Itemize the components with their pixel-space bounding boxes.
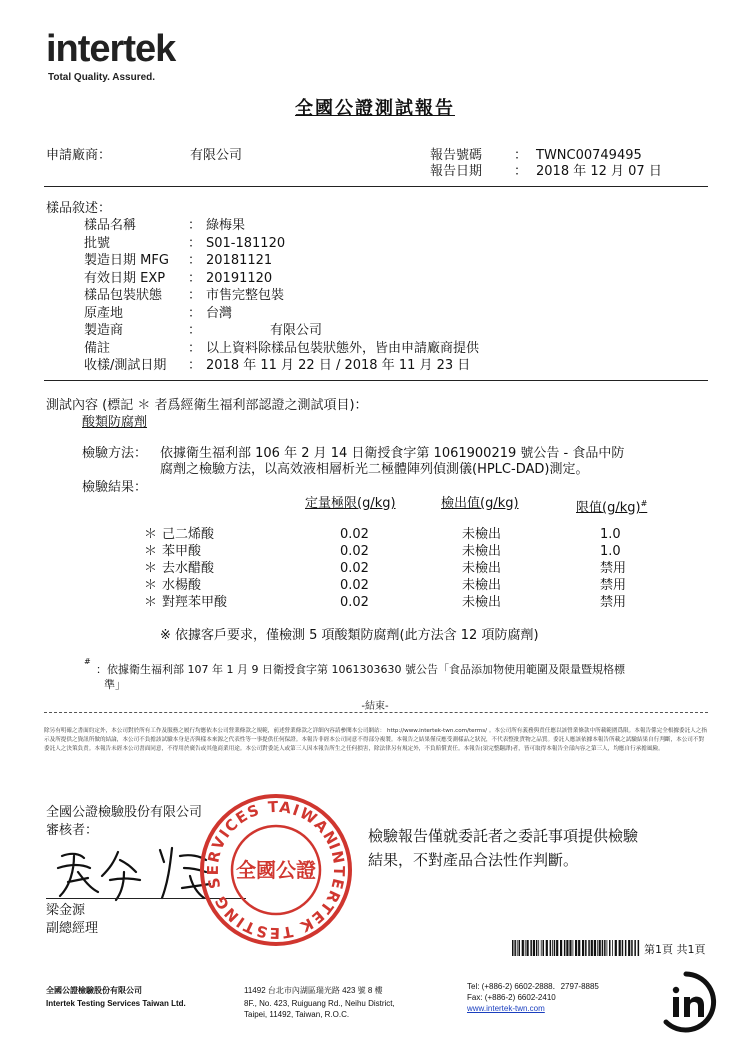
certified-mark: ＊	[144, 561, 158, 576]
signer-name: 梁金源	[46, 903, 86, 918]
barcode-bar	[631, 940, 633, 956]
sample-field-colon: ：	[188, 358, 202, 373]
barcode-bar	[615, 940, 617, 956]
report-date-value: 2018 年 12 月 07 日	[536, 164, 662, 179]
sample-field-colon: ：	[188, 270, 202, 286]
certified-mark: ＊	[144, 595, 158, 610]
report-date-colon: ：	[514, 164, 528, 179]
barcode-bar	[599, 940, 601, 956]
barcode-bar	[527, 940, 529, 956]
regulatory-limit-value: 禁用	[600, 561, 627, 576]
barcode-bar	[634, 940, 636, 956]
sample-field-label: 原產地	[84, 305, 124, 321]
sample-field-label: 製造日期 MFG	[84, 253, 169, 268]
sample-field-label: 有效日期 EXP	[84, 270, 166, 286]
notice-line-2: 結果，不對產品合法性作判斷。	[368, 851, 579, 869]
barcode-bar	[612, 940, 613, 956]
header-max-mark: #	[640, 499, 648, 508]
header-limit: 定量極限(g/kg)	[305, 496, 396, 511]
footer-fax: Fax: (+886-2) 6602-2410	[467, 993, 556, 1002]
notice-line-1: 檢驗報告僅就委託者之委託事項提供檢驗	[368, 827, 639, 845]
quant-limit-value: 0.02	[340, 595, 369, 610]
barcode-bar	[591, 940, 593, 956]
barcode-bar	[573, 940, 574, 956]
test-category: 酸類防腐劑	[82, 415, 148, 430]
detected-value: 未檢出	[462, 595, 502, 610]
analyte-name: 苯甲酸	[162, 544, 202, 559]
barcode-bar	[625, 940, 627, 956]
sample-field-value: 2018 年 11 月 22 日 / 2018 年 11 月 23 日	[206, 358, 471, 373]
barcode-bar	[514, 940, 516, 956]
barcode-bar	[609, 940, 611, 956]
barcode-bar	[607, 940, 608, 956]
sample-field-colon: ：	[188, 288, 202, 303]
barcode-bar	[554, 940, 556, 956]
header-max: 限值(g/kg)#	[576, 499, 648, 516]
sample-field-label: 樣品包裝狀態	[84, 288, 163, 303]
barcode-bar	[530, 940, 532, 956]
footer-company-zh: 全國公證檢驗股份有限公司	[46, 986, 142, 995]
barcode-bar	[622, 940, 624, 956]
analyte-name: 對羥苯甲酸	[162, 595, 228, 610]
quant-limit-value: 0.02	[340, 561, 369, 576]
method-label: 檢驗方法：	[82, 446, 148, 461]
sample-field-label: 收樣/測試日期	[84, 358, 167, 373]
certified-mark: ＊	[144, 578, 158, 593]
signer-title: 副總經理	[46, 921, 99, 936]
applicant-label: 申請廠商：	[46, 148, 112, 163]
certified-mark: ＊	[144, 544, 158, 559]
certified-mark: ＊	[144, 527, 158, 542]
sample-field-value: 綠梅果	[206, 218, 246, 233]
test-note: ※ 依據客戶要求，僅檢測 5 項酸類防腐劑(此方法含 12 項防腐劑)	[160, 628, 539, 643]
sample-field-value: 20181121	[206, 253, 273, 268]
barcode-bar	[525, 940, 526, 956]
divider	[44, 712, 708, 713]
barcode-bar	[604, 940, 606, 956]
page-indicator: 第1頁 共1頁	[644, 943, 706, 956]
regulatory-limit-value: 禁用	[600, 595, 627, 610]
sample-field-colon: ：	[188, 340, 202, 356]
barcode-bar	[517, 940, 518, 956]
footnote-line-2: 準」	[104, 678, 126, 691]
method-line-1: 依據衛生福利部 106 年 2 月 14 日衛授食字第 1061900219 號公告 - 食品中防	[160, 446, 625, 461]
footnote-line-1: ：依據衛生福利部 107 年 1 月 9 日衛授食字第 1061303630 號公告「食品添加物使用範圍及限量暨規格標	[96, 663, 625, 676]
barcode-bar	[522, 940, 524, 956]
sample-field-colon: ：	[188, 218, 202, 233]
company-seal-stamp	[196, 790, 356, 950]
barcode-bar	[519, 940, 521, 956]
sample-field-value: 市售完整包裝	[206, 288, 285, 303]
quant-limit-value: 0.02	[340, 578, 369, 593]
footer-website-link[interactable]: www.intertek-twn.com	[467, 1004, 545, 1013]
sample-field-value: S01-181120	[206, 235, 286, 251]
footer-address-zh: 11492 台北市內湖區瑞光路 423 號 8 樓	[244, 986, 383, 995]
header-detected: 檢出值(g/kg)	[441, 496, 519, 511]
sample-field-value: 以上資料除樣品包裝狀態外，皆由申請廠商提供	[206, 340, 480, 356]
reviewer-label: 審核者：	[46, 823, 99, 838]
barcode-bar	[560, 940, 562, 956]
report-no-colon: ：	[514, 148, 528, 163]
logo-tagline: Total Quality. Assured.	[48, 72, 156, 83]
method-line-2: 腐劑之檢驗方法，以高效液相層析光二極體陣列偵測儀(HPLC-DAD)測定。	[160, 462, 589, 477]
footer-tel: Tel: (+886-2) 6602-2888．2797-8885	[467, 982, 599, 991]
barcode-bar	[533, 940, 535, 956]
barcode-bar	[566, 940, 568, 956]
detected-value: 未檢出	[462, 561, 502, 576]
quant-limit-value: 0.02	[340, 544, 369, 559]
barcode-bar	[552, 940, 553, 956]
barcode-bar	[619, 940, 621, 956]
barcode	[512, 940, 640, 956]
sample-field-label: 樣品名稱	[84, 218, 137, 233]
footer-company-en: Intertek Testing Services Taiwan Ltd.	[46, 999, 186, 1008]
barcode-bar	[594, 940, 596, 956]
barcode-bar	[536, 940, 538, 956]
sample-field-label: 批號	[84, 235, 111, 251]
barcode-bar	[582, 940, 584, 956]
barcode-bar	[588, 940, 590, 956]
analyte-name: 己二烯酸	[162, 527, 215, 542]
disclaimer-text: 除另有明確之書面約定外，本公司對於所有工作及服務之履行均應依本公司營業條款之規範，前述營業條款之詳細內容請參閱本公司網站： http://www.intertek-twn.com/terms/ 。本公司所有義務與責任應以該營業條款中所載範圍爲限。本報告係完全根據委託人之指示及所提供之資訊所做的結論，本公司不負擔該試驗本身是否與樣本來源之代表性等一事提供任何保證。本報告非經本公司同意不得部分複製。本報告之結果僅反應受測樣品之狀況，不代表整批貨物之品質。委託人應該依據本報告所載之試驗結果自行判斷，本公司不對委託人之決策負責。本報告未經本公司書面同意，不得用於廣告或其他商業用途。本公司對委託人或第三人因本報告所生之任何損害，除法律另有規定外，不負賠償責任。本報告(須完整翻譯)者，皆可取得本報告全部內容之第三人，均應自行承擔風險。	[44, 728, 707, 752]
barcode-bar	[556, 940, 558, 956]
barcode-bar	[543, 940, 545, 956]
regulatory-limit-value: 禁用	[600, 578, 627, 593]
end-marker: -結束-	[361, 701, 389, 712]
svg-text:全國公證: 全國公證	[236, 858, 316, 882]
barcode-bar	[538, 940, 539, 956]
footer-address-en-1: 8F., No. 423, Ruiguang Rd., Neihu District,	[244, 999, 395, 1008]
report-date-label: 報告日期	[430, 164, 483, 179]
sample-field-label: 製造商	[84, 323, 124, 338]
report-no-label: 報告號碼	[430, 148, 483, 163]
sample-field-colon: ：	[188, 323, 202, 338]
barcode-bar	[597, 940, 598, 956]
footer-address-en-2: Taipei, 11492, Taiwan, R.O.C.	[244, 1010, 350, 1019]
barcode-bar	[578, 940, 580, 956]
analyte-name: 水楊酸	[162, 578, 202, 593]
barcode-bar	[575, 940, 577, 956]
intertek-in-logo	[654, 970, 718, 1034]
barcode-bar	[541, 940, 542, 956]
regulatory-limit-value: 1.0	[600, 527, 621, 542]
barcode-bar	[638, 940, 640, 956]
sample-field-colon: ：	[188, 253, 202, 268]
sample-field-value: 有限公司	[270, 323, 323, 338]
result-label: 檢驗結果：	[82, 480, 148, 495]
detected-value: 未檢出	[462, 578, 502, 593]
detected-value: 未檢出	[462, 544, 502, 559]
divider	[44, 186, 708, 187]
sample-heading: 樣品敘述：	[46, 201, 112, 216]
divider	[44, 380, 708, 381]
barcode-bar	[602, 940, 604, 956]
report-no-value: TWNC00749495	[536, 148, 642, 163]
barcode-bar	[628, 940, 630, 956]
sample-field-colon: ：	[188, 305, 202, 321]
analyte-name: 去水醋酸	[162, 561, 215, 576]
stamp-ring-text: INTERTEK TESTING SERVICES TAIWAN	[203, 797, 349, 943]
intertek-logo: intertek	[46, 28, 176, 70]
barcode-bar	[564, 940, 566, 956]
applicant-value: 有限公司	[190, 148, 243, 163]
regulatory-limit-value: 1.0	[600, 544, 621, 559]
barcode-bar	[546, 940, 548, 956]
sample-field-value: 20191120	[206, 270, 273, 286]
quant-limit-value: 0.02	[340, 527, 369, 542]
footnote-mark: #	[84, 657, 91, 666]
report-title: 全國公證測試報告	[295, 98, 455, 119]
sample-field-colon: ：	[188, 235, 202, 251]
barcode-bar	[512, 940, 514, 956]
detected-value: 未檢出	[462, 527, 502, 542]
barcode-bar	[569, 940, 571, 956]
sample-field-label: 備註	[84, 340, 111, 356]
barcode-bar	[585, 940, 587, 956]
sample-field-value: 台灣	[206, 305, 233, 321]
signoff-company: 全國公證檢驗股份有限公司	[46, 805, 203, 820]
test-content-label: 測試內容 (標記 ＊ 者爲經衛生福利部認證之測試項目)：	[46, 398, 368, 413]
barcode-bar	[550, 940, 552, 956]
